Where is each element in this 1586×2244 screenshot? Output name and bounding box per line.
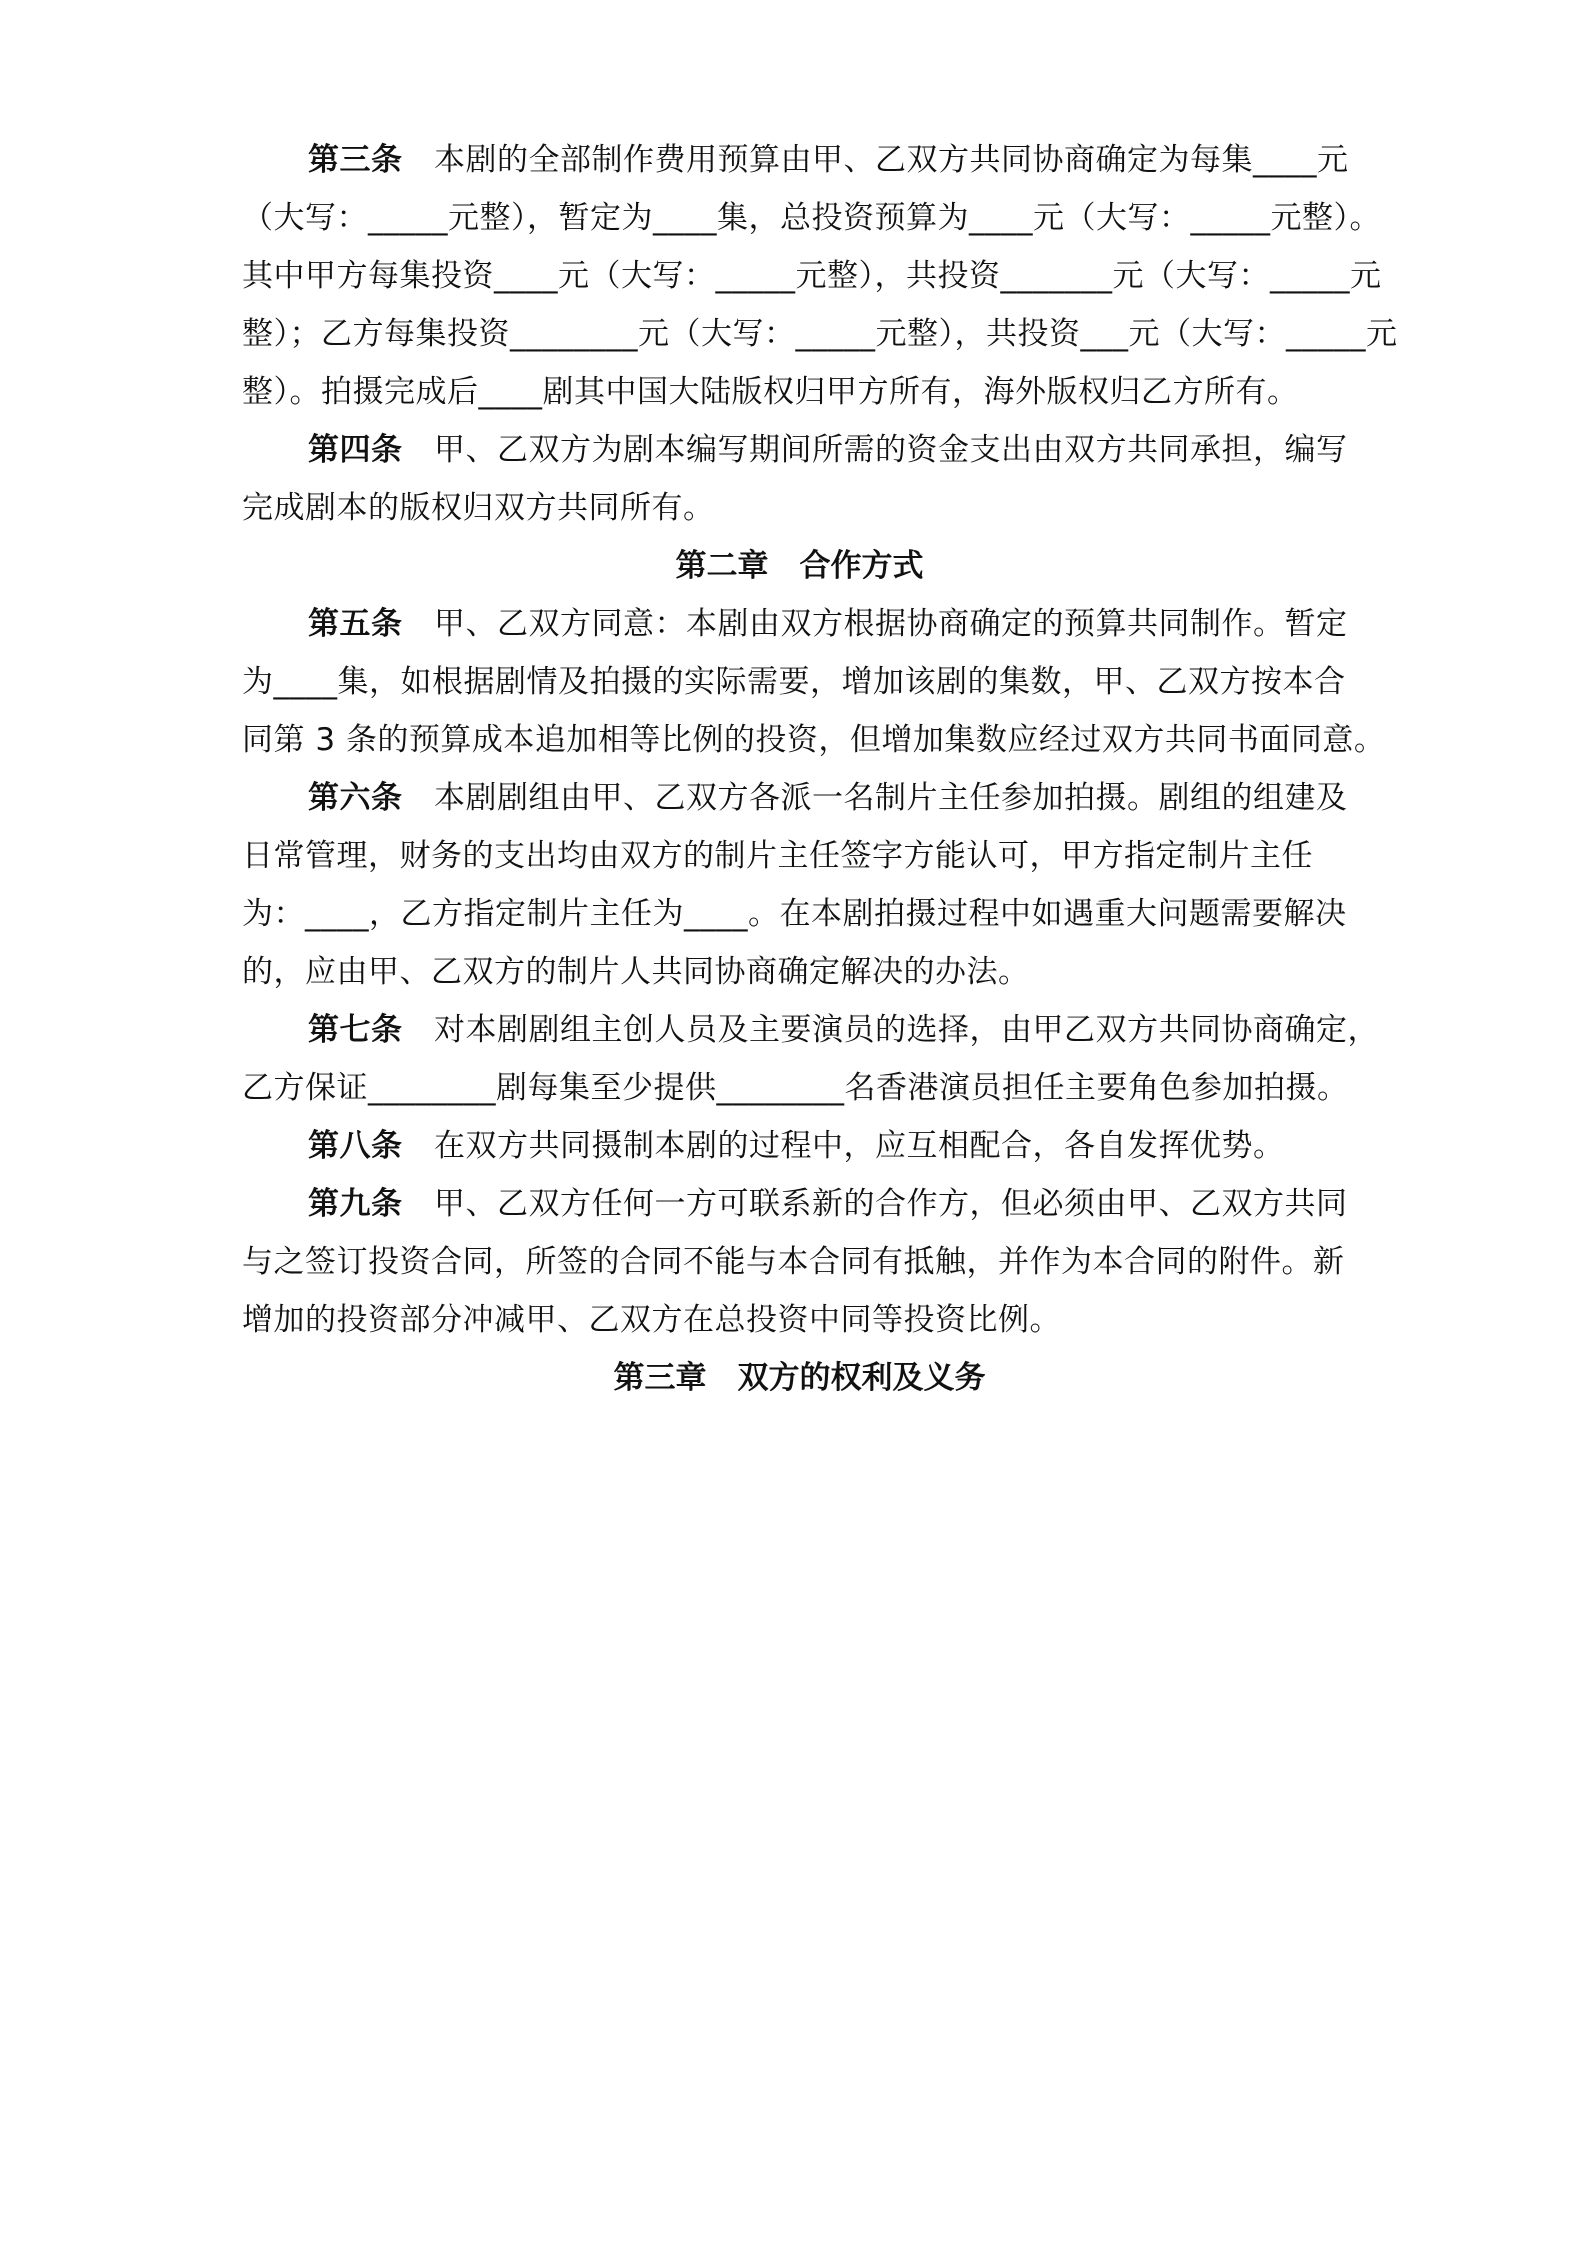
article-4-title: 第四条	[308, 432, 403, 468]
article-4-line-2: 完成剧本的版权归双方共同所有。	[242, 490, 715, 526]
article-4-line-1	[242, 428, 1423, 472]
article-7-text: 对本剧剧组主创人员及主要演员的选择，由甲乙双方共同协商确定，	[434, 1012, 1379, 1048]
article-7-line-1	[242, 1008, 1423, 1052]
article-9-title: 第九条	[308, 1186, 403, 1222]
article-5-line-3: 同第 3 条的预算成本追加相等比例的投资，但增加集数应经过双方共同书面同意。	[242, 722, 1386, 758]
article-8-line-1	[242, 1124, 1423, 1168]
article-8-text: 在双方共同摄制本剧的过程中，应互相配合，各自发挥优势。	[434, 1128, 1285, 1164]
article-5-title: 第五条	[308, 606, 403, 642]
article-5-text: 甲、乙双方同意：本剧由双方根据协商确定的预算共同制作。暂定	[434, 606, 1348, 642]
article-9-line-2: 与之签订投资合同，所签的合同不能与本合同有抵触，并作为本合同的附件。新	[242, 1244, 1345, 1280]
article-5-line-1	[242, 602, 1423, 646]
chapter-3-heading: 第三章 双方的权利及义务	[613, 1360, 986, 1396]
article-6-line-3: 为：____，乙方指定制片主任为____。在本剧拍摄过程中如遇重大问题需要解决	[242, 896, 1347, 932]
article-4-text: 甲、乙双方为剧本编写期间所需的资金支出由双方共同承担，编写	[434, 432, 1348, 468]
article-6-line-2: 日常管理，财务的支出均由双方的制片主任签字方能认可，甲方指定制片主任	[242, 838, 1313, 874]
article-6-text: 本剧剧组由甲、乙双方各派一名制片主任参加拍摄。剧组的组建及	[434, 780, 1348, 816]
article-3-line-3: 其中甲方每集投资____元（大写：_____元整），共投资_______元（大写：_____元	[242, 258, 1382, 294]
article-3-text: 本剧的全部制作费用预算由甲、乙双方共同协商确定为每集____元	[434, 142, 1349, 178]
article-5-line-2: 为____集，如根据剧情及拍摄的实际需要，增加该剧的集数，甲、乙双方按本合	[242, 664, 1346, 700]
article-3-line-1	[242, 138, 1423, 182]
article-3-line-4: 整）；乙方每集投资________元（大写：_____元整），共投资___元（大写：_____元	[242, 316, 1398, 352]
article-8-title: 第八条	[308, 1128, 403, 1164]
article-3-line-2: （大写：_____元整），暂定为____集，总投资预算为____元（大写：_____元整）。	[242, 200, 1381, 236]
article-3-line-5: 整）。拍摄完成后____剧其中国大陆版权归甲方所有，海外版权归乙方所有。	[242, 374, 1299, 410]
article-9-line-1	[242, 1182, 1423, 1226]
chapter-2-heading: 第二章 合作方式	[675, 548, 924, 584]
article-6-line-4: 的，应由甲、乙双方的制片人共同协商确定解决的办法。	[242, 954, 1030, 990]
article-9-text: 甲、乙双方任何一方可联系新的合作方，但必须由甲、乙双方共同	[434, 1186, 1348, 1222]
article-9-line-3: 增加的投资部分冲减甲、乙双方在总投资中同等投资比例。	[242, 1302, 1061, 1338]
article-6-title: 第六条	[308, 780, 403, 816]
article-7-title: 第七条	[308, 1012, 403, 1048]
article-6-line-1	[242, 776, 1423, 820]
article-7-line-2: 乙方保证________剧每集至少提供________名香港演员担任主要角色参加拍摄。	[242, 1070, 1349, 1106]
article-3-title: 第三条	[308, 142, 403, 178]
